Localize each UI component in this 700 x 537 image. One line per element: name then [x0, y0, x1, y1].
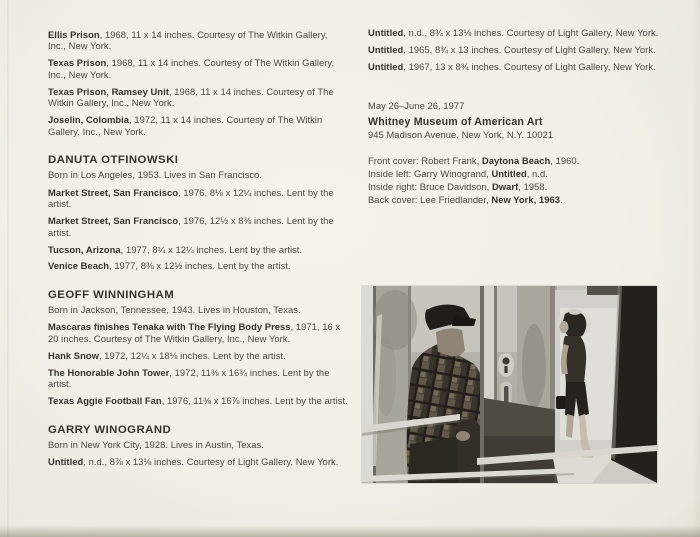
work-title: Tucson, Arizona — [48, 243, 121, 255]
artist-section-winningham — [48, 289, 348, 407]
credit-prefix: Inside right: Bruce Davidson, — [368, 181, 492, 193]
catalog-entry — [48, 86, 348, 109]
work-title: Untitled — [368, 27, 404, 38]
work-title: The Honorable John Tower — [48, 366, 170, 378]
credit-prefix: Back cover: Lee Friedlander, — [368, 194, 492, 206]
credit-line — [368, 168, 666, 179]
artist-bio: Born in Jackson, Tennessee, 1943. Lives in Houston, Texas. — [48, 303, 301, 315]
work-title: Untitled — [48, 456, 84, 467]
exhibition-dates: May 26–June 26, 1977 — [368, 100, 465, 112]
catalog-entry — [48, 350, 348, 361]
credit-title: Daytona Beach — [481, 155, 551, 167]
work-details: , 1971, 16 x 20 inches. Courtesy of The Witkin Gallery, Inc., New York. — [48, 321, 341, 344]
work-title: Untitled — [368, 43, 404, 55]
work-title: Untitled — [368, 60, 404, 72]
catalog-entry — [48, 321, 348, 344]
work-details: , n.d., 8¾ x 13⅛ inches. Courtesy of Light Gallery, New York. — [403, 27, 659, 38]
work-title: Joselin, Colombia — [48, 114, 130, 126]
credit-suffix: , 1960. — [550, 155, 580, 167]
work-title: Venice Beach — [48, 260, 110, 272]
catalog-entry — [368, 61, 666, 72]
catalog-entry — [48, 244, 348, 255]
work-details: , 1977, 8⅜ x 12½ inches. Lent by the artist. — [109, 260, 291, 272]
work-title: Ellis Prison — [48, 29, 100, 40]
catalog-entry — [48, 215, 348, 238]
artist-name: GEOFF WINNINGHAM — [48, 288, 175, 301]
credit-suffix: , n.d. — [526, 168, 548, 180]
exhibition-address: 945 Madison Avenue, New York, N.Y. 10021 — [368, 128, 554, 140]
credit-title: Dwarf — [491, 181, 519, 193]
credit-prefix: Front cover: Robert Frank, — [368, 155, 482, 167]
credit-title: New York, 1963 — [491, 194, 561, 206]
work-title: Market Street, San Francisco — [48, 186, 179, 198]
artist-section-otfinowski — [48, 154, 348, 272]
work-details: , 1968, 11 x 14 inches. Courtesy of The Witkin Gallery, Inc., New York. — [48, 57, 335, 80]
catalog-entry — [48, 187, 348, 210]
catalog-entry — [48, 260, 348, 271]
catalog-entry — [48, 395, 348, 406]
scan-bottom-shadow — [0, 525, 700, 537]
right-column — [368, 27, 666, 207]
credit-prefix: Inside left: Garry Winogrand, — [368, 168, 492, 180]
catalog-entry — [368, 27, 666, 38]
artist-name: GARRY WINOGRAND — [48, 423, 172, 436]
photograph-bw-street-scene — [362, 286, 657, 483]
scan-crease — [7, 0, 10, 537]
credit-line — [368, 181, 666, 192]
catalog-entry — [48, 456, 348, 467]
work-details: , 1972, 12¼ x 18⅛ inches. Lent by the artist. — [98, 349, 286, 361]
exhibition-venue: Whitney Museum of American Art — [368, 115, 543, 128]
work-details: , 1967, 13 x 8¾ inches. Courtesy of Light Gallery, New York. — [403, 60, 656, 72]
scan-edge-shade — [690, 0, 700, 537]
work-details: , 1977, 8¼ x 12¼ inches. Lent by the artist. — [120, 243, 303, 255]
cover-credits — [368, 155, 666, 205]
credit-line — [368, 155, 666, 166]
work-title: Mascaras finishes Tenaka with The Flying Body Press — [48, 321, 291, 333]
credit-suffix: . — [560, 194, 563, 206]
work-details: , 1968, 11 x 14 inches. Courtesy of The Witkin Gallery, Inc., New York. — [48, 85, 334, 109]
work-title: Texas Prison — [48, 57, 107, 69]
credit-title: Untitled — [491, 168, 527, 180]
credit-line — [368, 194, 666, 205]
catalog-entry — [368, 44, 666, 55]
work-title: Texas Aggie Football Fan — [48, 395, 162, 407]
exhibition-info — [368, 100, 666, 140]
catalog-entry — [48, 57, 348, 80]
left-column — [48, 29, 348, 473]
work-title: Market Street, San Francisco — [48, 215, 179, 227]
catalog-entry — [48, 29, 348, 52]
artist-section-winogrand — [48, 424, 348, 468]
work-details: , 1972, 11 x 14 inches. Courtesy of The Witkin Gallery, Inc., New York. — [48, 114, 323, 137]
work-title: Texas Prison, Ramsey Unit — [48, 85, 169, 97]
catalog-entry — [48, 367, 348, 390]
work-details: , 1976, 8⅛ x 12¼ inches. Lent by the artist. — [48, 186, 334, 210]
work-details: , n.d., 8⅞ x 13⅛ inches. Courtesy of Light Gallery, New York. — [83, 456, 339, 467]
work-details: , 1976, 12½ x 8⅜ inches. Lent by the artist. — [48, 215, 334, 238]
artist-bio: Born in New York City, 1928. Lives in Austin, Texas. — [48, 438, 264, 450]
work-details: , 1968, 11 x 14 inches. Courtesy of The Witkin Gallery, Inc., New York. — [48, 29, 328, 52]
artist-bio: Born in Los Angeles, 1953. Lives in San Francisco. — [48, 169, 263, 181]
credit-suffix: , 1958. — [518, 181, 548, 193]
work-details: , 1965, 8¾ x 13 inches. Courtesy of Light Gallery, New York. — [403, 43, 656, 55]
work-details: , 1972, 11⅜ x 16¾ inches. Lent by the artist. — [48, 366, 330, 390]
artist-name: DANUTA OTFINOWSKI — [48, 154, 179, 167]
photograph — [362, 286, 657, 483]
work-details: , 1976, 11⅜ x 16⅞ inches. Lent by the artist. — [161, 395, 348, 407]
work-title: Hank Snow — [48, 349, 99, 361]
catalog-entry — [48, 114, 348, 137]
